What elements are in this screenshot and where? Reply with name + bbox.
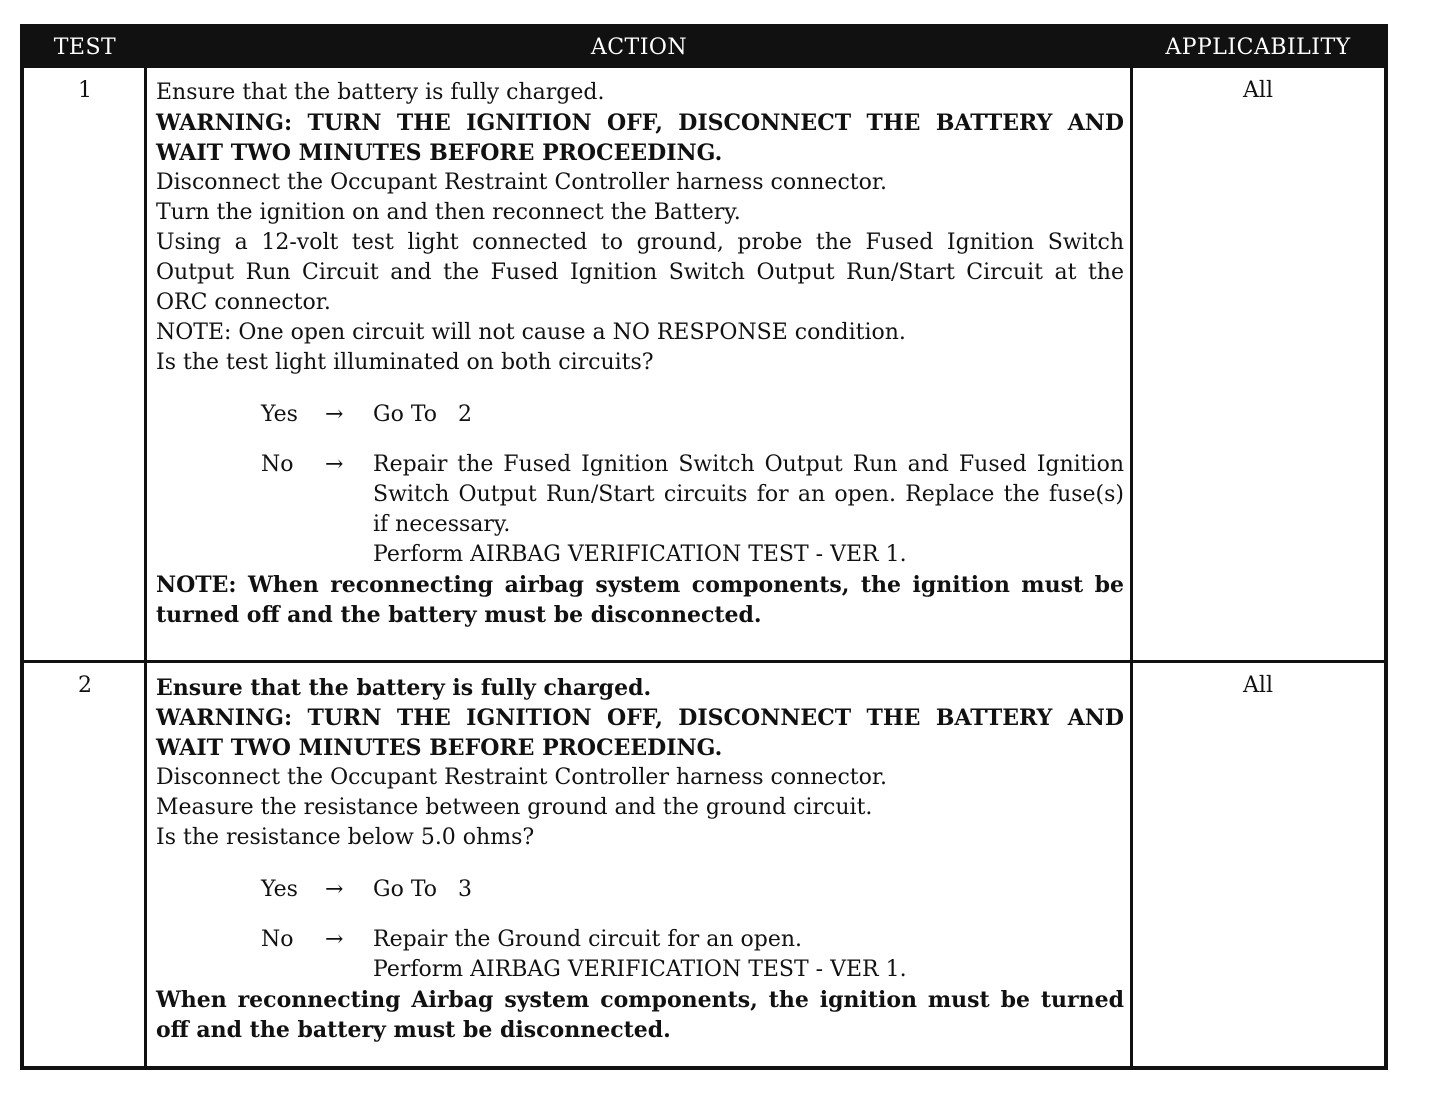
action-line: Disconnect the Occupant Restraint Controller harness connector.	[156, 170, 887, 195]
yes-result: Go To 3	[373, 877, 472, 902]
no-result-verification: Perform AIRBAG VERIFICATION TEST - VER 1.	[373, 542, 907, 567]
no-result-repair: Repair the Fused Ignition Switch Output Run and Fused Ignition Switch Output Run/Start circuits for an open. Replace the fuse(s) if necessary.	[373, 452, 1124, 537]
no-branch	[261, 925, 1124, 985]
action-line: Turn the ignition on and then reconnect the Battery.	[156, 200, 741, 225]
action-line: Measure the resistance between ground and the ground circuit.	[156, 795, 873, 820]
applicability-value: All	[1243, 78, 1273, 103]
warning-text: WARNING: TURN THE IGNITION OFF, DISCONNECT THE BATTERY AND WAIT TWO MINUTES BEFORE PROCEEDING.	[156, 705, 1124, 761]
yes-branch	[261, 400, 1124, 430]
no-result	[373, 925, 1124, 985]
arrow-icon: →	[325, 402, 344, 427]
question-line: Is the test light illuminated on both circuits?	[156, 350, 654, 375]
header-applicability: APPLICABILITY	[1165, 35, 1351, 60]
action-line: Ensure that the battery is fully charged.	[156, 675, 652, 701]
note-line: NOTE: One open circuit will not cause a NO RESPONSE condition.	[156, 320, 906, 345]
action-line: Disconnect the Occupant Restraint Controller harness connector.	[156, 765, 887, 790]
yes-result: Go To 2	[373, 402, 472, 427]
header-action: ACTION	[590, 35, 688, 60]
warning-text: WARNING: TURN THE IGNITION OFF, DISCONNECT THE BATTERY AND WAIT TWO MINUTES BEFORE PROCEEDING.	[156, 110, 1124, 166]
test-number: 1	[78, 78, 92, 103]
action-line: Using a 12-volt test light connected to ground, probe the Fused Ignition Switch Output Run Circuit and the Fused Ignition Switch Output Run/Start Circuit at the ORC connector.	[156, 230, 1124, 315]
no-label: No	[261, 452, 294, 477]
test-number: 2	[78, 673, 92, 698]
no-branch	[261, 450, 1124, 570]
reconnect-note: When reconnecting Airbag system components, the ignition must be turned off and the battery must be disconnected.	[156, 987, 1124, 1043]
question-line: Is the resistance below 5.0 ohms?	[156, 825, 535, 850]
yes-label: Yes	[261, 877, 298, 902]
action-line: Ensure that the battery is fully charged.	[156, 80, 605, 105]
table-header	[24, 28, 1384, 68]
arrow-icon: →	[325, 877, 344, 902]
action-cell	[156, 78, 1124, 630]
no-label: No	[261, 927, 294, 952]
no-result-verification: Perform AIRBAG VERIFICATION TEST - VER 1.	[373, 957, 907, 982]
reconnect-note: NOTE: When reconnecting airbag system components, the ignition must be turned off and the battery must be disconnected.	[156, 572, 1124, 628]
arrow-icon: →	[325, 927, 344, 952]
arrow-icon: →	[325, 452, 344, 477]
diagnostic-test-table	[20, 24, 1388, 1070]
table-row	[24, 660, 1384, 1066]
applicability-value: All	[1243, 673, 1273, 698]
no-result	[373, 450, 1124, 570]
yes-branch	[261, 875, 1124, 905]
action-cell	[156, 673, 1124, 1045]
no-result-repair: Repair the Ground circuit for an open.	[373, 927, 803, 952]
table-row	[24, 68, 1384, 660]
header-test: TEST	[53, 35, 117, 60]
yes-label: Yes	[261, 402, 298, 427]
